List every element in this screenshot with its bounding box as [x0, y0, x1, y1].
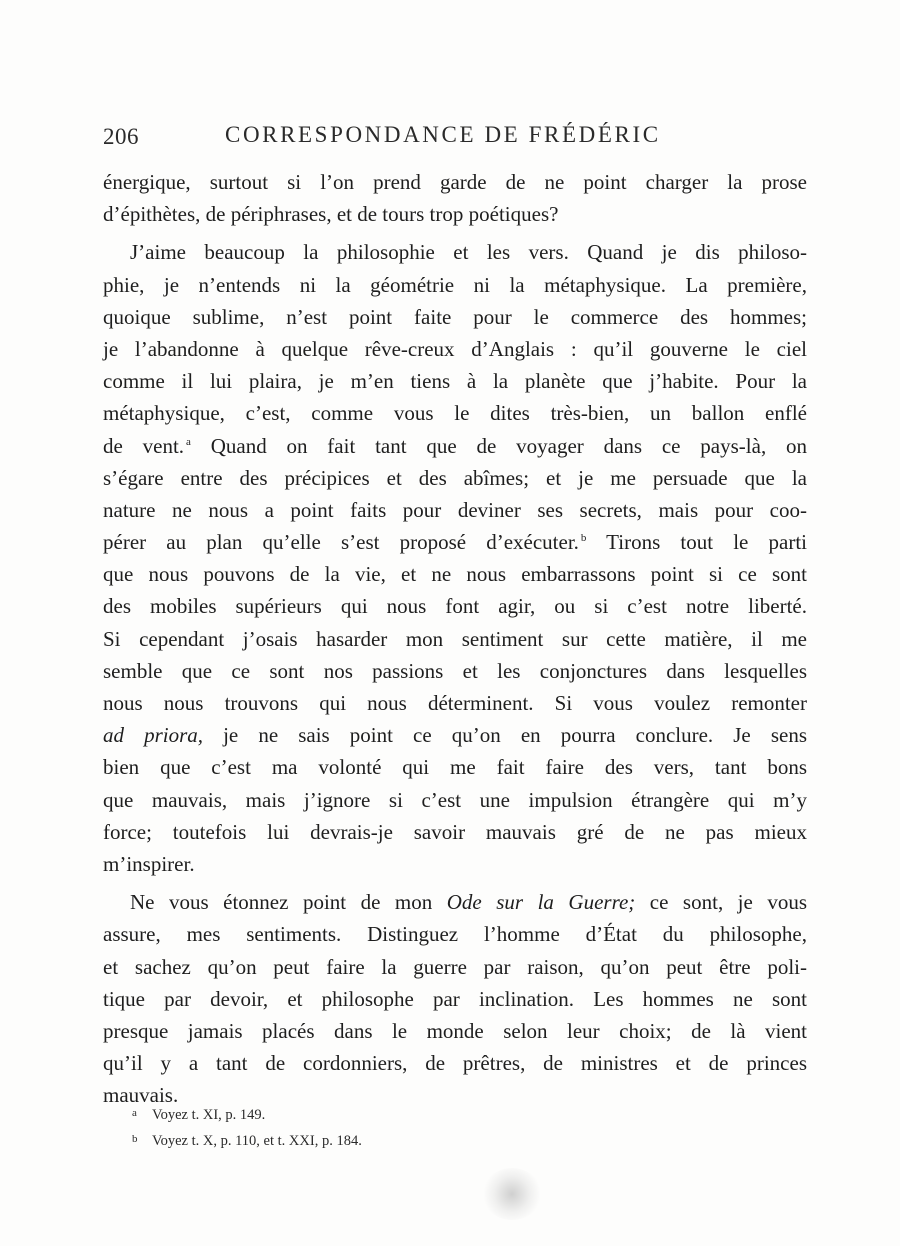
text-line: presque jamais placés dans le monde selon leur choix; de là vient: [103, 1018, 807, 1043]
text-line: J’aime beaucoup la philosophie et les vers. Quand je dis philoso-: [130, 240, 807, 265]
text-line: Si cependant j’osais hasarder mon sentiment sur cette matière, il me: [103, 626, 807, 651]
work-title: Ode sur la Guerre;: [446, 890, 636, 915]
footnote: [132, 1100, 632, 1126]
text-line: [103, 719, 807, 751]
text-line: [103, 526, 807, 558]
text-line: assure, mes sentiments. Distinguez l’homme d’État du philosophe,: [103, 922, 807, 947]
page-header: [103, 120, 683, 156]
text-line: d’épithètes, de périphrases, et de tours trop poétiques?: [103, 202, 559, 227]
footnote-ref: b: [580, 532, 587, 545]
text-line: et sachez qu’on peut faire la guerre par raison, qu’on peut être poli-: [103, 954, 807, 979]
paragraph: [103, 166, 807, 230]
text-line: tique par devoir, et philosophe par inclination. Les hommes ne sont: [103, 986, 807, 1011]
text-line: s’égare entre des précipices et des abîmes; et je me persuade que la: [103, 465, 807, 490]
text-line: énergique, surtout si l’on prend garde de ne point charger la prose: [103, 170, 807, 194]
text-line: qu’il y a tant de cordonniers, de prêtres, de ministres et de princes: [103, 1051, 807, 1076]
paragraph: [103, 886, 807, 1111]
text-line: quoique sublime, n’est point faite pour le commerce des hommes;: [103, 304, 807, 329]
footnote-ref: a: [186, 435, 191, 448]
text-line: nature ne nous a point faits pour deviner ses secrets, mais pour coo-: [103, 497, 807, 522]
text-line: je l’abandonne à quelque rêve-creux d’Anglais : qu’il gouverne le ciel: [103, 336, 807, 361]
text-line: bien que c’est ma volonté qui me fait faire des vers, tant bons: [103, 755, 807, 780]
text-line: semble que ce sont nos passions et les conjonctures dans lesquelles: [103, 658, 807, 683]
latin-phrase: ad priora,: [103, 723, 204, 748]
text-line: des mobiles supérieurs qui nous font agir, ou si c’est notre liberté.: [103, 594, 807, 619]
text-line: métaphysique, c’est, comme vous le dites très-bien, un ballon enflé: [103, 401, 807, 426]
text-line: m’inspirer.: [103, 851, 195, 876]
footnote: [132, 1126, 632, 1152]
footnote-text: Voyez t. XI, p. 149.: [152, 1107, 266, 1123]
text-line: que nous pouvons de la vie, et ne nous embarrassons point si ce sont: [103, 562, 807, 587]
text-segment: ce sont, je vous: [635, 890, 808, 915]
footnote-text: Voyez t. X, p. 110, et t. XXI, p. 184.: [152, 1133, 362, 1149]
footnotes: [132, 1100, 632, 1152]
text-line: nous nous trouvons qui nous déterminent. Si vous voulez remonter: [103, 691, 807, 715]
footnote-mark: b: [132, 1133, 138, 1145]
text-segment: pérer au plan qu’elle s’est proposé d’exécuter.: [103, 530, 579, 555]
text-line: [103, 886, 807, 918]
scan-smudge: [482, 1168, 542, 1220]
text-segment: Tirons tout le parti: [586, 530, 807, 555]
body-text: [103, 166, 807, 1111]
text-segment: je ne sais point ce qu’on en pourra conclure. Je sens: [203, 723, 807, 748]
text-line: [103, 430, 807, 462]
text-line: phie, je n’entends ni la géométrie ni la métaphysique. La première,: [103, 272, 807, 297]
paragraph: [103, 236, 807, 880]
text-segment: de vent.: [103, 433, 185, 458]
text-segment: Quand on fait tant que de voyager dans ce pays-là, on: [190, 433, 807, 458]
text-line: mauvais.: [103, 1083, 179, 1108]
footnote-mark: a: [132, 1107, 137, 1119]
text-line: comme il lui plaira, je m’en tiens à la planète que j’habite. Pour la: [103, 369, 807, 394]
text-line: force; toutefois lui devrais-je savoir mauvais gré de ne pas mieux: [103, 819, 807, 844]
page-number: 206: [103, 124, 139, 149]
text-segment: Ne vous étonnez point de mon: [130, 890, 447, 915]
running-head: CORRESPONDANCE DE FRÉDÉRIC: [225, 122, 661, 147]
text-line: que mauvais, mais j’ignore si c’est une impulsion étrangère qui m’y: [103, 787, 807, 812]
